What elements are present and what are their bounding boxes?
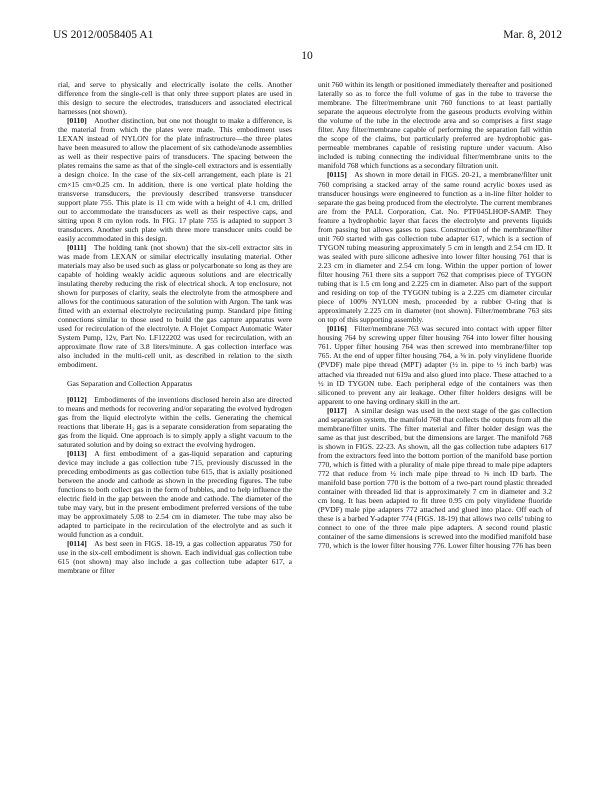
paragraph-number: [0116] xyxy=(327,324,347,334)
paragraph-text: A first embodiment of a gas-liquid separation and capturing device may include a gas collection tube 715, previously discussed in the preceding embodiments as gas collection tube 615, that is axially positioned between the anode and cathode as shown in the preceding figures. The tube functions to both collect gas in the form of bubbles, and to help influence the electric field in the gap between the anode and cathode. The diameter of the tube may vary, but in the present embodiment preferred versions of the tube may be approximately 5.08 to 2.54 cm in diameter. The tube may also be adapted to participate in the recirculation of the electrolyte and as such it would function as a conduit. xyxy=(58,448,292,540)
paragraph xyxy=(318,406,552,551)
right-text-column xyxy=(318,80,552,550)
paragraph xyxy=(58,80,292,116)
paragraph-number: [0110] xyxy=(67,116,87,126)
paragraph-number: [0114] xyxy=(67,539,87,549)
paragraph-text: A similar design was used in the next stage of the gas collection and separation system, the manifold 768 that collects the outputs from all the membrane/filter units. The filter material and filter holder design was the same as that just described, but the dimensions are larger. The manifold 768 is shown in FIGS. 22-23. As shown, all the gas collection tube adapters 617 from the extractors feed into the bottom portion of the manifold base portion 770, which is fitted with a plurality of male pipe thread to male pipe adapters 772 that reduce from ½ inch male pipe thread to ⅜ inch ID barb. The manifold base portion 770 is the bottom of a two-part round plastic threaded container with threaded lid that is approximately 7 cm in diameter and 3.2 cm long. It has been adapted to fit three 0.95 cm poly vinylidene fluoride (PVDF) male pipe adapters 772 attached and glued into place. Off each of these is a barbed Y-adapter 774 (FIGS. 18-19) that allows two cells' tubing to connect to one of the three male pipe adapters. A second round plastic container of the same dimensions is screwed into the modified manifold base 770, which is the lower filter housing 776. Lower filter housing 776 has been xyxy=(318,405,552,551)
paragraph xyxy=(58,539,292,575)
page-number: 10 xyxy=(301,50,313,62)
paragraph xyxy=(318,324,552,405)
paragraph xyxy=(58,116,292,243)
paragraph-text: Another distinction, but one not thought to make a difference, is the material from which the plates were made. This embodiment uses LEXAN instead of NYLON for the plate infrastructure—the three plates have been measured to allow the placement of six cathode/anode assemblies as well as their respective pairs of transducers. The spacing between the plates remains the same as that of the single-cell extractors and is essentially a design choice. In the case of the six-cell arrangement, each plate is 21 cm×15 cm×0.25 cm. In addition, there is one vertical plate holding the transverse transducers, the previously described transverse transducer support plate 755. This plate is 11 cm wide with a height of 4.1 cm, drilled out to accommodate the transducers as well as their respective caps, and sitting upon 8 cm nylon rods. In FIG. 17 plate 755 is adapted to support 3 transducers. Another such plate with three more transducer units could be easily accommodated in this design. xyxy=(58,116,292,243)
publication-date: Mar. 8, 2012 xyxy=(503,29,562,41)
paragraph-number: [0112] xyxy=(67,394,87,404)
paragraph xyxy=(318,170,552,324)
paragraph xyxy=(58,395,292,449)
paragraph-text: Embodiments of the inventions disclosed herein also are directed to means and methods for recovering and/or separating the evolved hydrogen gas from the liquid electrolyte within the cells. Generating the chemical reactions that liberate H₂ gas is a separate consideration from separating the gas from the liquid. One approach is to simply apply a slight vacuum to the saturated solution and by doing so extract the evolving hydrogen. xyxy=(58,394,292,449)
paragraph-text: Filter/membrane 763 was secured into contact with upper filter housing 764 by screwing upper filter housing 764 into lower filter housing 761. Upper filter housing 764 was then screwed into membrane/filter top 765. At the end of upper filter housing 764, a ⅜ in. poly vinylidene fluoride (PVDF) male pipe thread (MPT) adapter (½ in. pipe to ½ inch barb) was attached via threaded nut 619a and also glued into place. These attached to a ½ in ID TYGON tube. Each peripheral edge of the containers was then siliconed to prevent any air leakage. Other filter holders designs will be apparent to one having ordinary skill in the art. xyxy=(318,324,552,406)
paragraph-number: [0117] xyxy=(327,405,347,415)
paragraph-number: [0115] xyxy=(327,170,347,180)
section-heading: Gas Separation and Collection Apparatus xyxy=(67,378,193,388)
paragraph xyxy=(318,80,552,170)
paragraph xyxy=(58,449,292,539)
paragraph-text: The holding tank (not shown) that the six-cell extractor sits in was made from LEXAN or similar electrically insulating material. Other materials may also be used such as glass or polycarbonate so long as they are capable of holding weakly acidic aqueous solutions and are electrically insulating thereby reducing the risk of electrical shock. A top enclosure, not shown for purposes of clarity, seals the electrolyte from the atmosphere and allows for the continuous saturation of the solution with Argon. The tank was fitted with an external electrolyte recirculating pump. Standard pipe fitting connections similar to those used to build the gas capture apparatus were used for recirculation of the electrolyte. A Flojet Compact Automatic Water System Pump, 12v, Part No. LF122202 was used for recirculation, with an approximate flow rate of 3.8 liters/minute. A gas collection interface was also included in the multi-cell unit, as described in relation to the sixth embodiment. xyxy=(58,242,292,370)
left-text-column xyxy=(58,80,292,575)
publication-number: US 2012/0058405 A1 xyxy=(53,29,154,41)
paragraph-number: [0111] xyxy=(67,242,87,252)
paragraph xyxy=(58,243,292,370)
paragraph-text: As best seen in FIGS. 18-19, a gas collection apparatus 750 for use in the six-cell embodiment is shown. Each individual gas collection tube 615 (not shown) may also include a gas collection tube adapter 617, a membrane or filter xyxy=(58,539,292,576)
paragraph-text: rial, and serve to physically and electrically isolate the cells. Another difference from the single-cell is that only three support plates are used in this design to secure the electrodes, transducers and associated electrical harnesses (not shown). xyxy=(58,80,292,117)
paragraph-text: unit 760 within its length or positioned immediately thereafter and positioned laterally so as to force the full volume of gas in the tube to traverse the membrane. The filter/membrane unit 760 functions to at least partially separate the aqueous electrolyte from the gaseous products evolving within the volume of the tube in the electrode area and so comprises a first stage filter. Any filter/membrane capable of performing the separation fall within the scope of the claims, but particularly preferred are hydrophobic gas-permeable membranes capable of resisting rupture under vacuum. Also included is tubing connecting the individual filter/membrane units to the manifold 768 which functions as a secondary filtration unit. xyxy=(318,80,552,171)
paragraph-number: [0113] xyxy=(67,448,87,458)
paragraph-text: As shown in more detail in FIGS. 20-21, a membrane/filter unit 760 comprising a stacked array of the same round acrylic boxes used as transducer housings were engineered to function as a in-line filter holder to separate the gas being produced from the electrolyte. The current membranes are from the PALL Corporation, Cat. No. PTF045LHOP-SAMP. They feature a hydrophobic layer that faces the electrolyte and prevents liquids from passing but allows gases to pass. Construction of the membrane/filter unit 760 started with gas collection tube adapter 617, which is a section of TYGON tubing measuring approximately 5 cm in length and 2.54 cm ID. It was sealed with pure silicone adhesive into lower filter housing 761 that is 2.23 cm in diameter and 2.54 cm long. Within the upper portion of lower filter housing 761 there sits a support 762 that comprises piece of TYGON tubing that is 1.5 cm long and 2.225 cm in diameter. Also part of the support and residing on top of the TYGON tubing is a 2.225 cm diameter circular piece of 100% NYLON mesh, proceeded by a rubber O-ring that is approximately 2.225 cm in diameter (not shown). Filter/membrane 763 sits on top of this supporting assembly. xyxy=(318,170,552,325)
